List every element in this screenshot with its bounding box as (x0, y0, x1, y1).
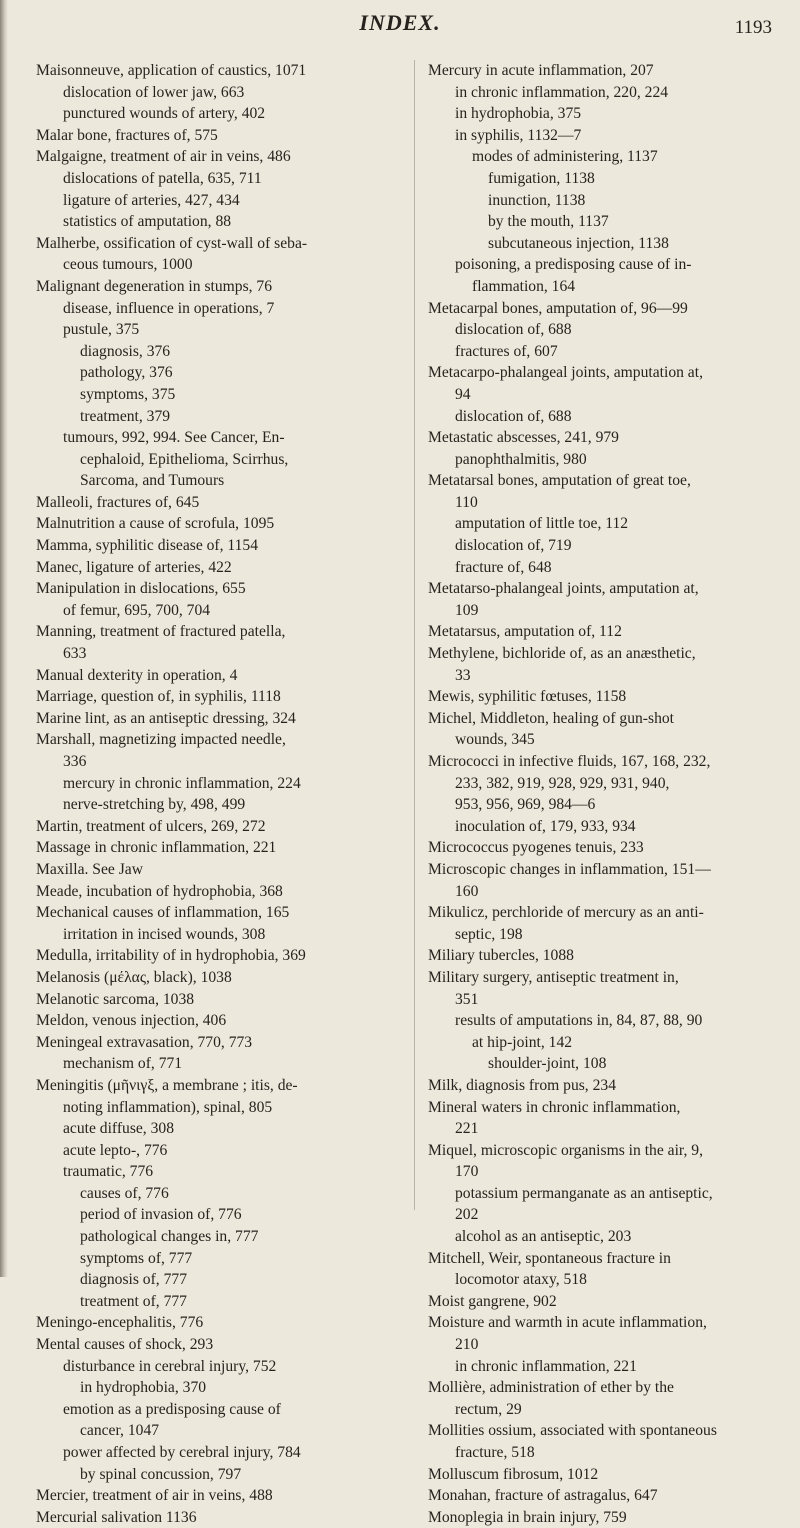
index-entry: pustule, 375 (63, 321, 140, 339)
index-entry: Melanosis (μέλας, black), 1038 (36, 968, 232, 986)
index-entry: fractures of, 607 (455, 342, 558, 360)
index-entry: ligature of arteries, 427, 434 (63, 191, 240, 209)
index-entry: Mercier, treatment of air in veins, 488 (36, 1487, 273, 1505)
index-entry: potassium permanganate as an antiseptic, (455, 1184, 713, 1202)
index-entry: Mental causes of shock, 293 (36, 1336, 214, 1354)
index-entry: wounds, 345 (455, 731, 535, 749)
index-entry: Manning, treatment of fractured patella, (36, 623, 286, 641)
index-entry: cephaloid, Epithelioma, Scirrhus, (80, 450, 289, 468)
index-entry: 210 (455, 1336, 479, 1354)
index-entry: Mitchell, Weir, spontaneous fracture in (428, 1249, 671, 1267)
index-entry: cancer, 1047 (80, 1422, 160, 1440)
index-entry: Manual dexterity in operation, 4 (36, 666, 238, 684)
index-entry: shoulder-joint, 108 (488, 1055, 607, 1073)
index-entry: traumatic, 776 (63, 1163, 154, 1181)
index-entry: Mikulicz, perchloride of mercury as an anti- (428, 904, 704, 922)
index-entry: modes of administering, 1137 (472, 148, 658, 166)
index-entry: Mamma, syphilitic disease of, 1154 (36, 537, 259, 555)
index-entry: in syphilis, 1132—7 (455, 126, 582, 144)
index-entry: Military surgery, antiseptic treatment in, (428, 968, 679, 986)
index-entry: Manec, ligature of arteries, 422 (36, 558, 232, 576)
index-entry: at hip-joint, 142 (472, 1033, 573, 1051)
index-entry: 336 (63, 753, 87, 770)
index-entry: Miliary tubercles, 1088 (428, 947, 574, 965)
index-entry: causes of, 776 (80, 1184, 169, 1202)
index-entry: Malignant degeneration in stumps, 76 (36, 277, 273, 295)
index-entry: diagnosis of, 777 (80, 1271, 187, 1289)
index-entry: Metatarsal bones, amputation of great toe, (428, 472, 691, 490)
index-entry: Micrococci in infective fluids, 167, 168, 232, (428, 753, 711, 770)
page-binding-edge (0, 0, 8, 1277)
index-entry: diagnosis, 376 (80, 342, 171, 360)
index-entry: 109 (455, 601, 479, 619)
index-entry: locomotor ataxy, 518 (455, 1271, 587, 1289)
index-entry: mechanism of, 771 (63, 1055, 183, 1073)
index-entry: 953, 956, 969, 984—6 (455, 796, 596, 814)
index-entry: irritation in incised wounds, 308 (63, 925, 266, 943)
column-divider (414, 60, 415, 1210)
index-entry: 94 (455, 385, 471, 403)
index-entry: inunction, 1138 (488, 191, 586, 209)
index-entry: emotion as a predisposing cause of (63, 1400, 281, 1418)
index-entry: Meade, incubation of hydrophobia, 368 (36, 882, 283, 900)
index-entry: Milk, diagnosis from pus, 234 (428, 1076, 616, 1094)
index-entry: Marriage, question of, in syphilis, 1118 (36, 688, 281, 706)
index-entry: 221 (455, 1120, 479, 1138)
index-entry: Micrococcus pyogenes tenuis, 233 (428, 839, 644, 857)
index-entry: dislocation of, 688 (455, 321, 572, 339)
index-entry: fumigation, 1138 (488, 169, 595, 187)
index-entry: disease, influence in operations, 7 (63, 299, 275, 317)
index-entry: dislocation of lower jaw, 663 (63, 83, 245, 101)
index-entry: Michel, Middleton, healing of gun-shot (428, 709, 674, 727)
index-entry: Malgaigne, treatment of air in veins, 486 (36, 148, 291, 166)
index-entry: Miquel, microscopic organisms in the air, 9, (428, 1141, 703, 1159)
running-title: INDEX. (359, 10, 441, 35)
index-entry: Malar bone, fractures of, 575 (36, 126, 218, 144)
index-entry: dislocations of patella, 635, 711 (63, 169, 262, 187)
index-entry: Maisonneuve, application of caustics, 1071 (36, 62, 307, 79)
index-entry: in chronic inflammation, 220, 224 (455, 83, 669, 101)
index-entry: statistics of amputation, 88 (63, 213, 232, 231)
index-entry: Monahan, fracture of astragalus, 647 (428, 1487, 658, 1505)
index-entry: Meningo-encephalitis, 776 (36, 1314, 204, 1332)
index-entry: Methylene, bichloride of, as an anæsthetic, (428, 645, 696, 663)
page-number: 1193 (734, 17, 772, 38)
index-entry: panophthalmitis, 980 (455, 450, 587, 468)
index-entry: in hydrophobia, 375 (455, 105, 582, 123)
index-entry: pathological changes in, 777 (80, 1228, 259, 1246)
index-entry: period of invasion of, 776 (80, 1206, 242, 1224)
index-column-left (36, 60, 406, 1528)
index-entry: 633 (63, 645, 87, 663)
index-entry: mercury in chronic inflammation, 224 (63, 774, 301, 792)
index-entry: septic, 198 (455, 925, 523, 943)
index-entry: Mineral waters in chronic inflammation, (428, 1098, 681, 1116)
index-entry: in hydrophobia, 370 (80, 1379, 207, 1397)
index-entry: poisoning, a predisposing cause of in- (455, 256, 692, 274)
index-entry: Sarcoma, and Tumours (80, 472, 225, 490)
index-entry: 110 (455, 493, 478, 511)
index-entry: fracture of, 648 (455, 558, 552, 576)
index-entry: treatment, 379 (80, 407, 171, 425)
index-entry: inoculation of, 179, 933, 934 (455, 817, 636, 835)
index-entry: Metastatic abscesses, 241, 979 (428, 429, 619, 447)
index-entry: Metatarso-phalangeal joints, amputation at, (428, 580, 699, 598)
index-entry: Meningeal extravasation, 770, 773 (36, 1033, 253, 1051)
index-entry: disturbance in cerebral injury, 752 (63, 1357, 277, 1375)
index-entry: 160 (455, 882, 479, 900)
index-entry: of femur, 695, 700, 704 (63, 601, 211, 619)
index-entry: Massage in chronic inflammation, 221 (36, 839, 277, 857)
index-entry: symptoms, 375 (80, 385, 176, 403)
index-entry: Molluscum fibrosum, 1012 (428, 1465, 599, 1483)
index-entry: symptoms of, 777 (80, 1249, 193, 1267)
index-entry: acute lepto-, 776 (63, 1141, 168, 1159)
index-entry: Marshall, magnetizing impacted needle, (36, 731, 286, 749)
index-entry: by the mouth, 1137 (488, 213, 609, 231)
index-entry: Monoplegia in brain injury, 759 (428, 1508, 627, 1526)
index-entry: 351 (455, 990, 479, 1008)
index-entry: Moist gangrene, 902 (428, 1292, 557, 1310)
index-entry: flammation, 164 (472, 277, 576, 295)
index-entry: Microscopic changes in inflammation, 151— (428, 860, 711, 878)
index-entry: Malleoli, fractures of, 645 (36, 493, 200, 511)
index-entry: by spinal concussion, 797 (80, 1465, 242, 1483)
index-entry: Mollière, administration of ether by the (428, 1379, 674, 1397)
index-entry: Mercurial salivation 1136 (36, 1508, 197, 1526)
index-entry: pathology, 376 (80, 364, 173, 382)
index-entry: subcutaneous injection, 1138 (488, 234, 669, 252)
index-entry: Marine lint, as an antiseptic dressing, 324 (36, 709, 296, 727)
index-entry: Malnutrition a cause of scrofula, 1095 (36, 515, 275, 533)
index-entry: noting inflammation), spinal, 805 (63, 1098, 273, 1116)
index-entry: 170 (455, 1163, 479, 1181)
index-entry: nerve-stretching by, 498, 499 (63, 796, 246, 814)
index-entry: in chronic inflammation, 221 (455, 1357, 637, 1375)
index-entry: rectum, 29 (455, 1400, 522, 1418)
index-entry: Metatarsus, amputation of, 112 (428, 623, 622, 641)
index-entry: dislocation of, 688 (455, 407, 572, 425)
index-entry: Medulla, irritability of in hydrophobia, 369 (36, 947, 306, 965)
index-entry: alcohol as an antiseptic, 203 (455, 1228, 632, 1246)
index-entry: 233, 382, 919, 928, 929, 931, 940, (455, 774, 670, 792)
index-entry: 202 (455, 1206, 479, 1224)
index-column-right (428, 60, 790, 1528)
index-entry: Malherbe, ossification of cyst-wall of seba- (36, 234, 308, 252)
index-entry: Mollities ossium, associated with spontaneous (428, 1422, 717, 1440)
index-entry: Mercury in acute inflammation, 207 (428, 62, 654, 79)
index-entry: Meningitis (μῆνιγξ, a membrane ; itis, de- (36, 1076, 298, 1094)
page-header (0, 4, 800, 44)
index-entry: fracture, 518 (455, 1444, 535, 1461)
index-entry: results of amputations in, 84, 87, 88, 90 (455, 1012, 703, 1030)
index-entry: Melanotic sarcoma, 1038 (36, 990, 195, 1008)
index-entry: Metacarpo-phalangeal joints, amputation at, (428, 364, 703, 382)
index-entry: Metacarpal bones, amputation of, 96—99 (428, 299, 688, 317)
index-entry: Meldon, venous injection, 406 (36, 1012, 227, 1030)
index-entry: ceous tumours, 1000 (63, 256, 193, 274)
index-entry: Manipulation in dislocations, 655 (36, 580, 246, 598)
index-entry: Moisture and warmth in acute inflammation, (428, 1314, 707, 1332)
index-entry: tumours, 992, 994. See Cancer, En- (63, 429, 285, 447)
index-entry: treatment of, 777 (80, 1292, 187, 1310)
index-entry: punctured wounds of artery, 402 (63, 105, 266, 123)
index-entry: acute diffuse, 308 (63, 1120, 174, 1138)
index-entry: Maxilla. See Jaw (36, 860, 143, 878)
index-entry: Mechanical causes of inflammation, 165 (36, 904, 290, 922)
index-entry: dislocation of, 719 (455, 537, 572, 555)
index-entry: 33 (455, 666, 471, 684)
index-entry: Mewis, syphilitic fœtuses, 1158 (428, 688, 627, 706)
index-entry: amputation of little toe, 112 (455, 515, 629, 533)
index-entry: Martin, treatment of ulcers, 269, 272 (36, 817, 266, 835)
index-entry: power affected by cerebral injury, 784 (63, 1444, 301, 1461)
